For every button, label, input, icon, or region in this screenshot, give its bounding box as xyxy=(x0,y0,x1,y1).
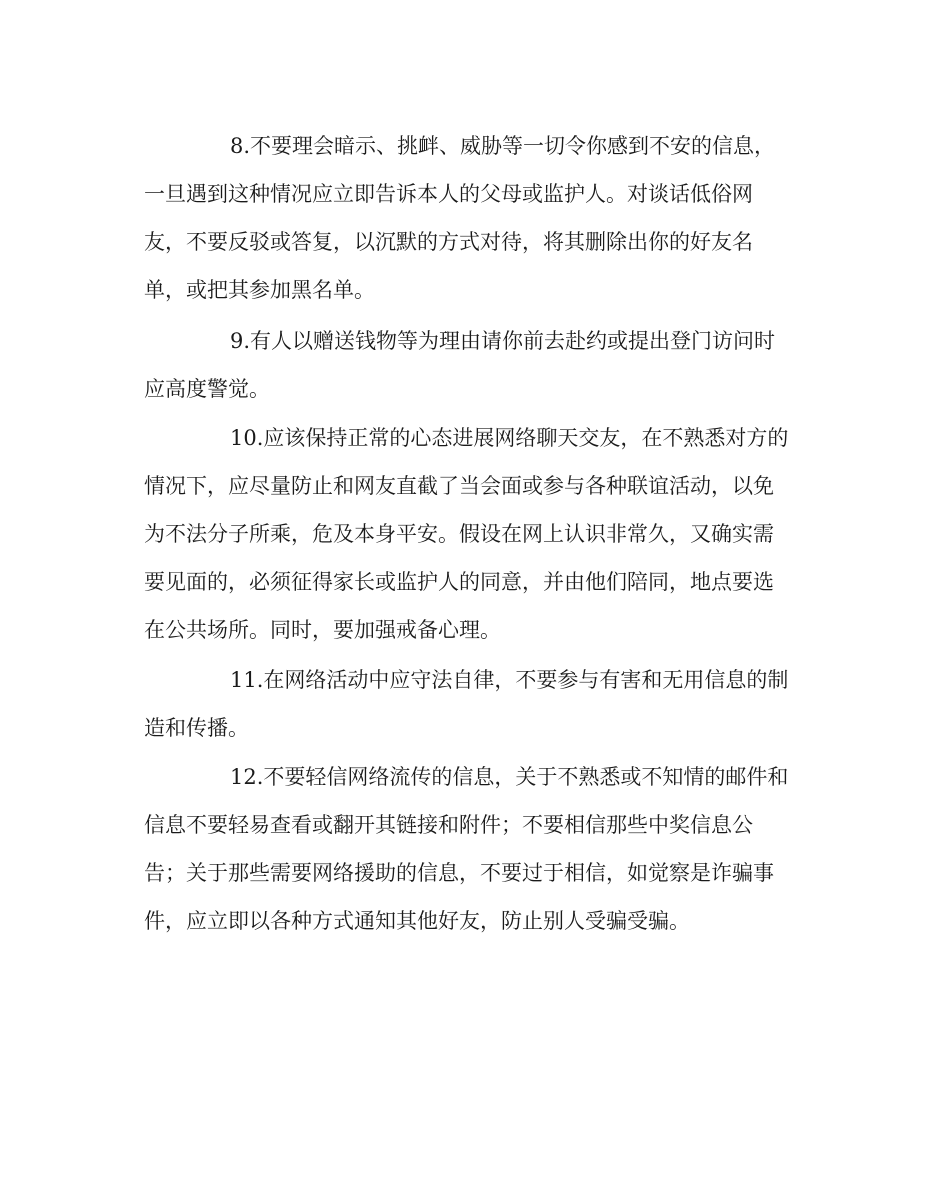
paragraph-line: 情况下，应尽量防止和网友直截了当会面或参与各种联谊活动，以免 xyxy=(144,474,774,498)
paragraph-line: 友，不要反驳或答复，以沉默的方式对待，将其删除出你的好友名 xyxy=(144,230,753,254)
paragraph-line: 告；关于那些需要网络援助的信息，不要过于相信，如觉察是诈骗事 xyxy=(144,861,774,885)
paragraph-line: 信息不要轻易查看或翻开其链接和附件；不要相信那些中奖信息公 xyxy=(144,813,753,837)
paragraph-line: 一旦遇到这种情况应立即告诉本人的父母或监护人。对谈话低俗网 xyxy=(144,182,753,206)
paragraph-line: 11.在网络活动中应守法自律，不要参与有害和无用信息的制 xyxy=(230,668,789,692)
paragraph-line: 要见面的，必须征得家长或监护人的同意，并由他们陪同，地点要选 xyxy=(144,570,774,594)
paragraph-line: 件，应立即以各种方式通知其他好友，防止别人受骗受骗。 xyxy=(144,909,690,933)
paragraph-line: 8.不要理会暗示、挑衅、威胁等一切令你感到不安的信息， xyxy=(230,134,776,158)
paragraph-line: 10.应该保持正常的心态进展网络聊天交友，在不熟悉对方的 xyxy=(230,426,789,450)
paragraph-line: 应高度警觉。 xyxy=(144,377,270,401)
paragraph-line: 9.有人以赠送钱物等为理由请你前去赴约或提出登门访问时 xyxy=(230,329,776,353)
paragraph-line: 为不法分子所乘，危及本身平安。假设在网上认识非常久，又确实需 xyxy=(144,522,774,546)
paragraph-line: 造和传播。 xyxy=(144,716,249,740)
paragraph-line: 单，或把其参加黑名单。 xyxy=(144,278,375,302)
paragraph-line: 12.不要轻信网络流传的信息，关于不熟悉或不知情的邮件和 xyxy=(230,765,789,789)
paragraph-line: 在公共场所。同时，要加强戒备心理。 xyxy=(144,618,501,642)
